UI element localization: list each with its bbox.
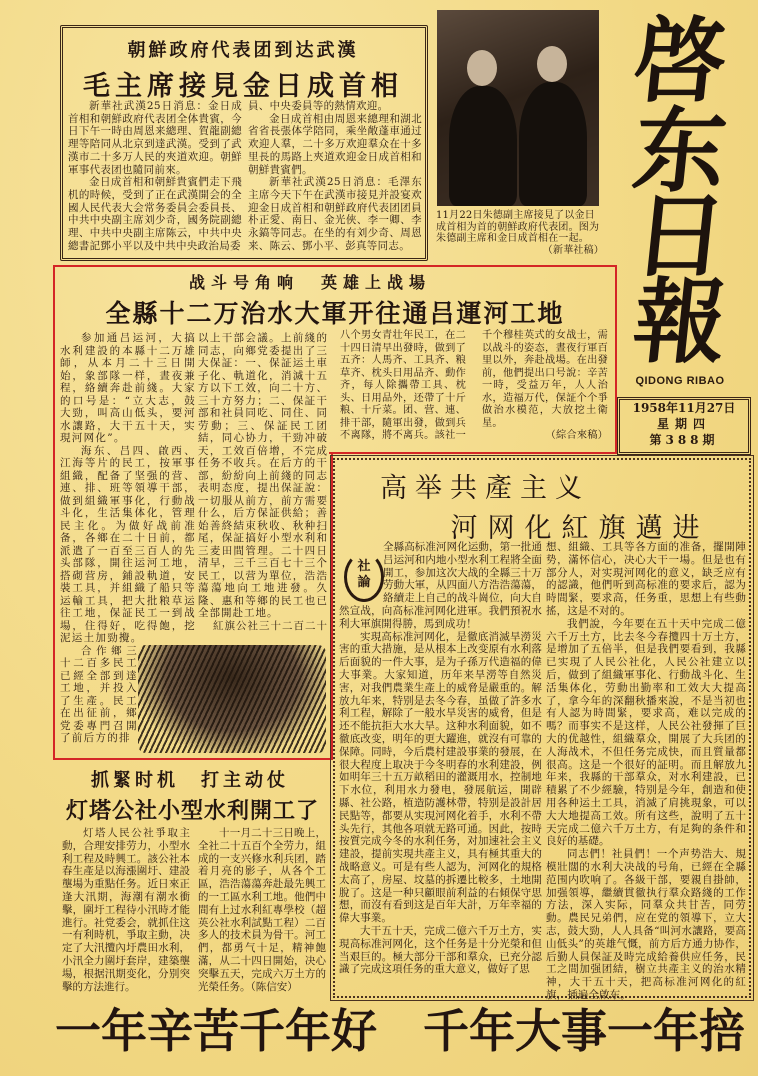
canal-story-kicker: 战斗号角响 英雄上战場 (188, 273, 431, 292)
highlight-box-step (329, 452, 615, 454)
masthead-logo-char: 东 (628, 97, 732, 205)
canal-story-headline: 全縣十二万治水大軍开往通吕運河工地 (105, 299, 565, 328)
editorial-headline-1: 高举共產主义 (380, 473, 590, 504)
editorial-col2 (546, 541, 746, 1002)
masthead-logo-char: 日 (628, 182, 732, 290)
caption-text: 11月22日朱德副主席接見了以金日成首相为首的朝鮮政府代表团。图为朱德副主席和金日成首相在一起。 (436, 210, 600, 244)
editorial-headline-2: 河网化紅旗邁进 (450, 513, 710, 544)
paragraph: 实現高标准河网化，是徹底消滅旱澇災害的重大措施，是从根本上改变原有水利落后面貌的一件大事，是为子孫万代造福的偉大事業。大家知道，历年来旱澇等自然災害，对我們農業生產上的威脅是嚴重的。解放九年来，特别是去冬今春，虽做了許多水利工程，解除了一般水旱災害的威脅，但是还不能抗拒大水大旱。这种水利面貌，如不徹底改变，明年的更大躍進，就沒有可靠的保障。同時，今后農村建設事業的發展，在很大程度上取决于今冬明春的水利建設，例如明年三十五万畝稻田的灌溉用水，控制地下水位，利用水力發电，發展航运，開辟縣、社公路，植造防護林帶，特别是設計居民點等，都要从实現河网化着手，水利不帶头先行，其他各項就无路可通。因此，按時按質完成今冬的水利任务，对加速社会主义建設，提前实現共產主义，具有極其重大的战略意义。可是有些人認为，河网化的規格太高了，房屋、坟墓的拆遷比較多，土地開脫了。这是一种只顧眼前利益的右傾保守思想，而沒有看到这是百年大計，万年幸福的偉大事業。 (339, 630, 542, 925)
korea-story-kicker: 朝鮮政府代表团到达武漢 (127, 40, 359, 61)
paragraph: 新華社武漢25日消息：金日成首相和朝鮮政府代表团全体貴賓，今日下午一時由周恩来總理、賀龍副總理等陪同从北京到達武漢。受到了武漢市二十多万人民的夾道欢迎。朝鮮軍事代表团也隨同前來。 (68, 100, 242, 176)
korea-story-col1 (68, 100, 242, 252)
dengta-story-col2 (198, 827, 326, 993)
paragraph: 全縣高标准河网化运動，第一批通吕运河和内地小型水利工程將全面開工，参加这次大战的全縣三十万劳動大軍，从四面八方浩浩蕩蕩，絡續走上自己的战斗崗位，向大自然宣战，向高标准河网化进軍。我們預祝水利大軍旗開得勝，馬到成功！ (339, 541, 542, 630)
photo-figure-head (537, 46, 567, 82)
paragraph: 同志們！社員們！一个声势浩大、規模壯闊的水利大决战的号角，已經在全縣范围内吹响了。各級干部，要親自掛帥，加强領導，繼續貫徹执行羣众路綫的工作方法，深入实际，同羣众共甘苦，同劳動。農民兄弟們，应在党的領導下，立大志，鼓大勁，人人具备“叫河水讓路，要高山低头”的英雄气慨，前方后方通力协作，后勤人員保証及時完成給養供应任务，民工之間加强团結，樹立共產主义的治水精神，大干五十天，把高标准河网化的紅旗，插遍全啟东。 (546, 848, 746, 1001)
masthead-logo-char: 報 (628, 268, 732, 376)
dateline-box (617, 397, 751, 455)
paragraph-text: 十一月二十三日晚上，全社二十五百个全劳力，組成的一支兴修水利兵团，踏着月亮的影子，从各个工區，浩浩蕩蕩奔赴最先興工的一工區水利工地。他們中間有上过水利紅專學校（超英公社水利試點工程）二百多人的技术員为骨干。河工們，都勇气十足，精神飽滿，从二十四日開始，决心突擊五天，完成六万土方的光榮任务。 (198, 827, 326, 993)
paragraph: 員、中央委員等的熱情欢迎。 (248, 100, 389, 112)
news-photo (437, 10, 599, 206)
work-site-illustration (138, 645, 326, 753)
paragraph: 想、組織、工具等各方面的准备，擺開陣势，滿怀信心，决心大干一場。但是也有部分人，对实現河网化的意义，缺乏应有的認識，他們听到高标准的要求后，認为時間緊，要求高，任务重，思想上有些動搖，这是不对的。 (546, 541, 746, 617)
dengta-story-kicker: 抓緊时机 打主动仗 (91, 770, 289, 791)
story-credit: （綜合來稿） (545, 430, 608, 441)
paragraph: 八个男女青壮年民工，在二十四日清早出發時，做到了五齐：人馬齐、工具齐、粮草齐、枕头日用品齐、動作齐，每人除攜帶工具、枕头、日用品外，还帶了十斤粮、十斤菜。团、营、連、排干部，隨軍出發，做到兵不离隊，將不离兵。該社一千个穆桂英式的女战士，需以战斗的姿态，晝夜行軍百里以外，奔赴战場。在出發前，他們提出口号說：辛苦一時，受益万年，人人治水，造福万代，保証个个爭做治水模范，大放挖土衛星。 (340, 330, 608, 441)
paragraph: 金日成首相和朝鮮貴賓們走下飛机的時候，受到了正在武漢開会的全國人民代表大会常务委員会委員長、中共中央副主席刘少奇，國务院副總理、中共中央副主席陈云，中共中央總書記鄧小平以及中共中央政治局委 (68, 176, 242, 252)
dengta-story-headline: 灯塔公社小型水利開工了 (65, 798, 319, 824)
story-credit: （陈信安） (250, 980, 298, 993)
paragraph: 紅旗公社三十二百二十 (213, 619, 328, 632)
masthead-romanized: QIDONG RIBAO (635, 375, 725, 387)
bottom-banner-slogan: 一年辛苦千年好 千年大事一年掊 (55, 1004, 745, 1058)
paragraph: 参加通吕运河，大搞水利建設的本縣十二万雄師，从本月二十三日開始，象部隊一样，晝夜兼程，絡續奔赴前綫。大家的口号是：“立大志，鼓大勁，叫高山低头，要河水讓路，大干五十天，实現河网化”。 (60, 332, 196, 444)
canal-story-col2 (198, 332, 328, 632)
editorial-col1 (339, 541, 542, 976)
korea-story-headline: 毛主席接見金日成首相 (83, 71, 403, 102)
badge-wrap (339, 541, 383, 603)
dengta-story-col1 (62, 827, 190, 993)
issue-date: 1958年11月27日 (632, 401, 736, 415)
paragraph: 我們說，今年要在五十天中完成二億六千万土方，比去冬今春攬四十万土方，是增加了五倍半，但是我們要看到，我縣已实現了人民公社化，人民公社建立以后，做到了組織軍事化、行動战斗化、生活集体化，劳動出勤率和工效大大提高了，拿今年的深翻秋播來說，不是当初也有人認为時間緊，要求高，难以完成的嗎？而事实不是这样，人民公社發揮了巨大的优越性，組織羣众，開展了大兵团的人海战术，不但任务完成快，而且質量都很高。这是一个很好的証明。而且解放九年来，我縣的干部羣众，对水利建設，已積累了不少經驗，特别是今年，創造和使用各种运土工具，消滅了肩挑現象，可以大大地提高工效。所有这些，說明了五十天完成二億六千万土方，有足夠的条件和良好的基礎。 (546, 617, 746, 848)
badge-char: 論 (357, 575, 371, 590)
badge-char: 社 (357, 559, 371, 574)
masthead-logo-char: 啓 (628, 7, 732, 115)
paragraph: 海东、吕四、啟西、江海等片的民工，按軍事組織，配备了坚强的营、連、排、班等領導干部，做到組織軍事化，行動战斗化，生活集体化，管理民主化。为做好战前准备，各鄉在二十日前，都派遣了一百至三百人的先头部隊，開往运河工地，搭砌营房，鋪設軌道，安裝工具，并組織了船只等运輸工具，把大批粮草运往工地，保証民工一到战場，住得好，吃得飽，挖泥运土加勁攪。 (60, 444, 196, 644)
issue-weekday: 星期四 (656, 417, 711, 431)
issue-number: 第388期 (649, 433, 719, 447)
photo-figure-body (449, 86, 517, 206)
paragraph: 新華社武漢25日消息：毛澤东主席今天下午在武漢市接見并設宴欢迎金日成首相和朝鮮政府代表团团員朴正愛、南日、金光俠、李一卿、李永鎬等同志。在坐的有刘少奇、周恩来、陈云、鄧小平、彭真等同志。 (248, 176, 422, 252)
paragraph (198, 827, 326, 993)
paragraph: 金日成首相由周恩来總理和湖北省省長張体学陪同，乘坐敞蓬車通过欢迎人羣，二十多万欢迎羣众在十多里長的馬路上夾道欢迎金日成首相和朝鮮貴賓們。 (248, 112, 422, 176)
photo-caption (436, 210, 604, 256)
paragraph: 以上干部会議。上前綫的同志，向鄉党委提出了三大保証：一、保証运土車子化、軌道化，消滅十五方以下工效，向二十方、三十方努力；二、保証干部和社員同吃、同住、同劳動；三、保証民工团結，同心协力，干勁冲破天，工效百倍增，不完成任务不收兵。在后方的干部，紛紛向上前綫的同志表明态度，提出保証說：一切服从前方，前方需要什么，后方保証供給；善始善終結束秋收、秋种扫尾，保証搞好小型水利和三麦田間管理。二十四日清早，三千三百七十三个民工，以营为單位，浩浩蕩蕩地向工地进發。久隆、惠和等鄉的民工也已全部開赴工地。 (198, 332, 328, 619)
korea-story-col2 (248, 100, 422, 252)
canal-story-col3 (340, 330, 608, 443)
paragraph: 灯塔人民公社爭取主動，合理安排劳力，小型水利工程及時興工。該公社本春生產是以海漲圍圩、建設壟場为重點任务。近日來正逢大汛期，海潮有潮水衝擊，圍圩工程待小汛時才能進行。社党委会，就抓住这一有利時机，爭取主動，决定了大汛攬內圩農田水利，小汛全力圍圩套岸，建築壟場，根据汛期变化，分别突擊的方法進行。 (62, 827, 190, 993)
paragraph: 合作鄉三十二百多民工已經全部到達工地，并投入了生產。民工在出征前，鄉党委專門召開了前后方的排 (60, 644, 138, 744)
photo-figure-body (519, 82, 587, 206)
paragraph: 大干五十天，完成二億六千万土方，实現高标准河网化，这个任务是十分光榮和但当艰巨的。極大部分干部和羣众，已充分認識了完成这項任务的重大意义，做好了思 (339, 924, 542, 976)
caption-credit: （新華社稿） (542, 244, 604, 256)
photo-figure-head (467, 50, 497, 86)
